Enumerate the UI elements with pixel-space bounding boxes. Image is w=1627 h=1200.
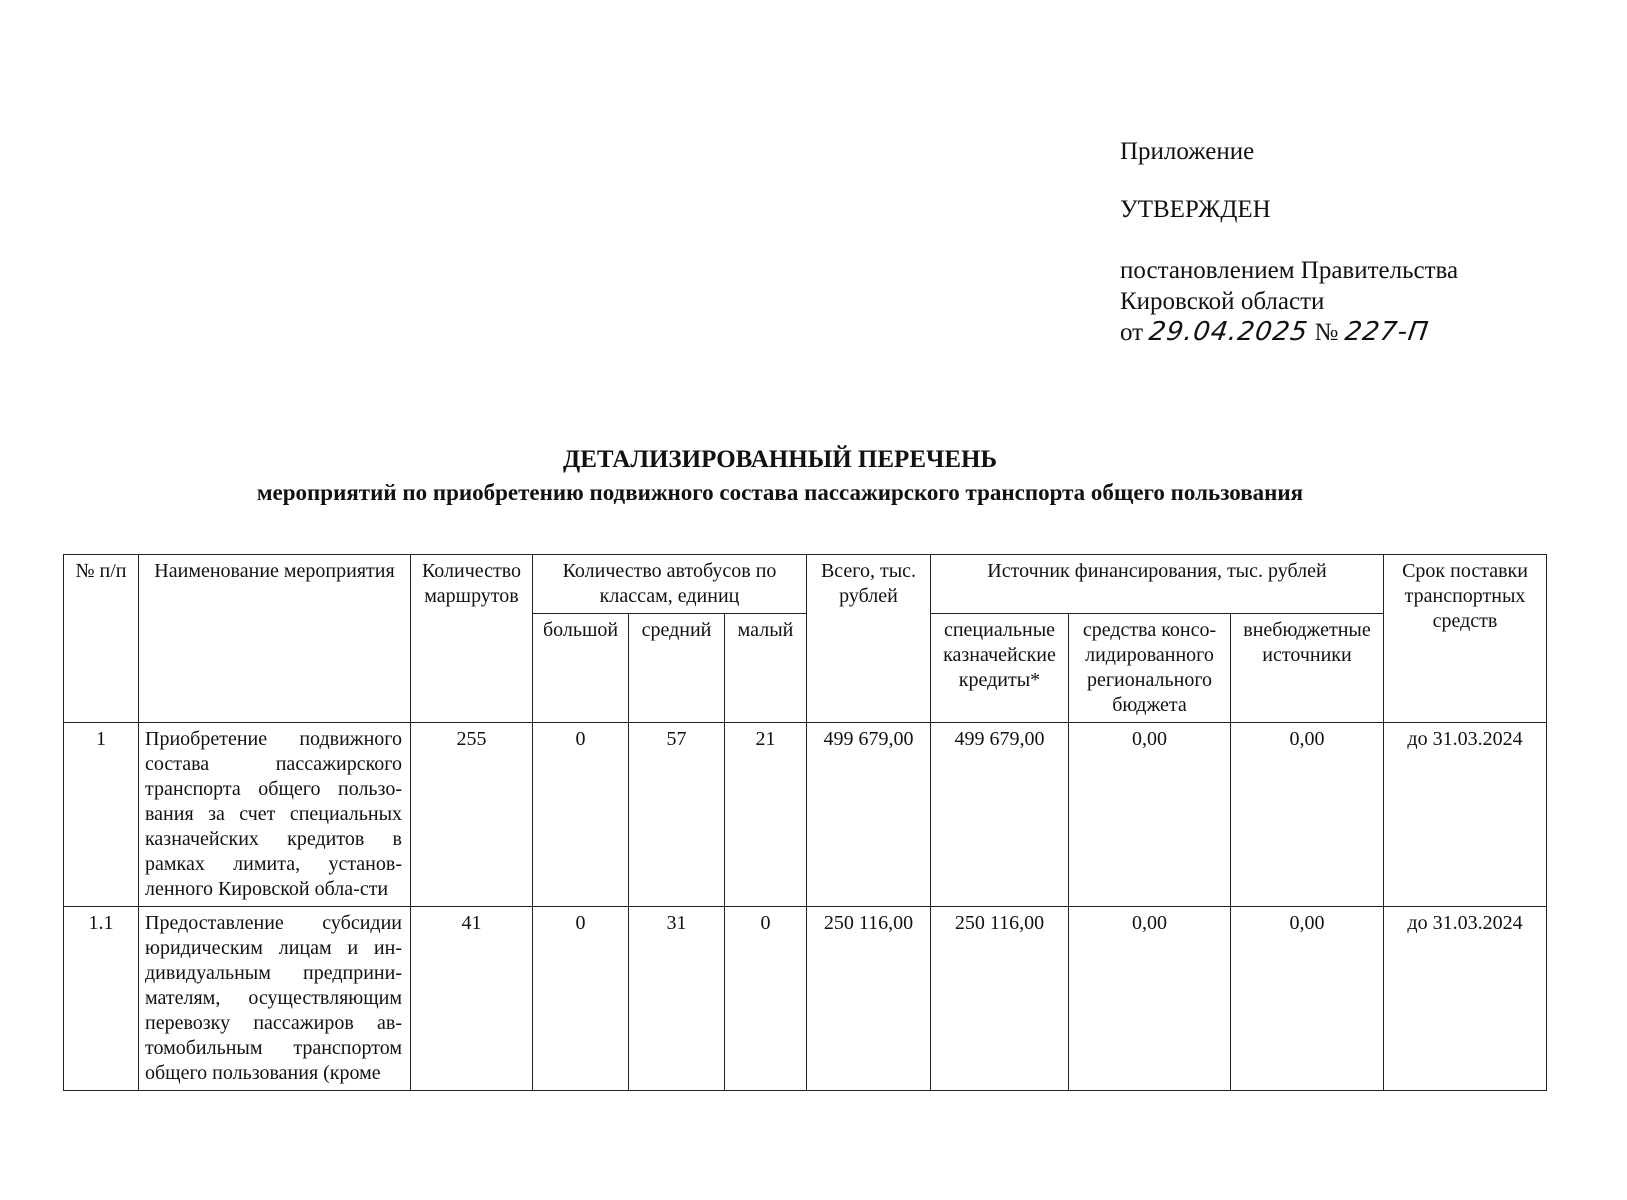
decree-date: 29.04.2025 [1147, 317, 1311, 347]
decree-date-line [1120, 317, 1458, 348]
header-deadline: Срок поставки транспортных средств [1384, 555, 1547, 723]
decree-number: 227-П [1342, 317, 1431, 347]
header-special: специальные казначейские кредиты* [931, 614, 1069, 723]
row-num: 1.1 [64, 907, 139, 1091]
row-name: Приобретение подвижного состава пассажирского транспорта общего пользо-вания за счет специальных казначейских кредитов в рамках лимита, установ-ленного Кировской обла-сти [139, 723, 411, 907]
row-regional: 0,00 [1069, 723, 1231, 907]
row-num: 1 [64, 723, 139, 907]
header-total: Всего, тыс. рублей [807, 555, 931, 723]
decree-line-1: постановлением Правительства [1120, 257, 1459, 284]
row-deadline: до 31.03.2024 [1384, 723, 1547, 907]
row-extra: 0,00 [1231, 907, 1384, 1091]
number-prefix: № [1314, 319, 1339, 346]
row-medium: 57 [629, 723, 725, 907]
row-special: 250 116,00 [931, 907, 1069, 1091]
header-num: № п/п [64, 555, 139, 723]
row-total: 499 679,00 [807, 723, 931, 907]
row-regional: 0,00 [1069, 907, 1231, 1091]
header-sources: Источник финансирования, тыс. рублей [931, 555, 1384, 614]
header-large: большой [533, 614, 629, 723]
header-name: Наименование мероприятия [139, 555, 411, 723]
header-medium: средний [629, 614, 725, 723]
header-extra: внебюджетные источники [1231, 614, 1384, 723]
decree-line-2: Кировской области [1120, 288, 1325, 315]
header-row-1 [64, 555, 1547, 614]
document-subtitle: мероприятий по приобретению подвижного состава пассажирского транспорта общего пользования [256, 480, 1304, 505]
row-name: Предоставление субсидии юридическим лицам и ин-дивидуальным предприни-мателям, осуществляющим перевозку пассажиров ав-томобильным транспортом общего пользования (кроме [139, 907, 411, 1091]
header-small: малый [725, 614, 807, 723]
row-routes: 41 [411, 907, 533, 1091]
row-large: 0 [533, 907, 629, 1091]
table-row [64, 723, 1547, 907]
row-deadline: до 31.03.2024 [1384, 907, 1547, 1091]
approved-label: УТВЕРЖДЕН [1120, 196, 1271, 223]
row-total: 250 116,00 [807, 907, 931, 1091]
row-small: 21 [725, 723, 807, 907]
table-row [64, 907, 1547, 1091]
date-prefix: от [1120, 319, 1144, 346]
row-medium: 31 [629, 907, 725, 1091]
header-regional: средства консо-лидированного регионального бюджета [1069, 614, 1231, 723]
row-small: 0 [725, 907, 807, 1091]
row-special: 499 679,00 [931, 723, 1069, 907]
row-routes: 255 [411, 723, 533, 907]
approval-block [1120, 136, 1458, 348]
row-large: 0 [533, 723, 629, 907]
measures-table [63, 554, 1547, 1091]
document-title: ДЕТАЛИЗИРОВАННЫЙ ПЕРЕЧЕНЬ [563, 446, 997, 473]
appendix-label: Приложение [1120, 138, 1255, 165]
header-buses: Количество автобусов по классам, единиц [533, 555, 807, 614]
header-routes: Количество маршрутов [411, 555, 533, 723]
row-extra: 0,00 [1231, 723, 1384, 907]
